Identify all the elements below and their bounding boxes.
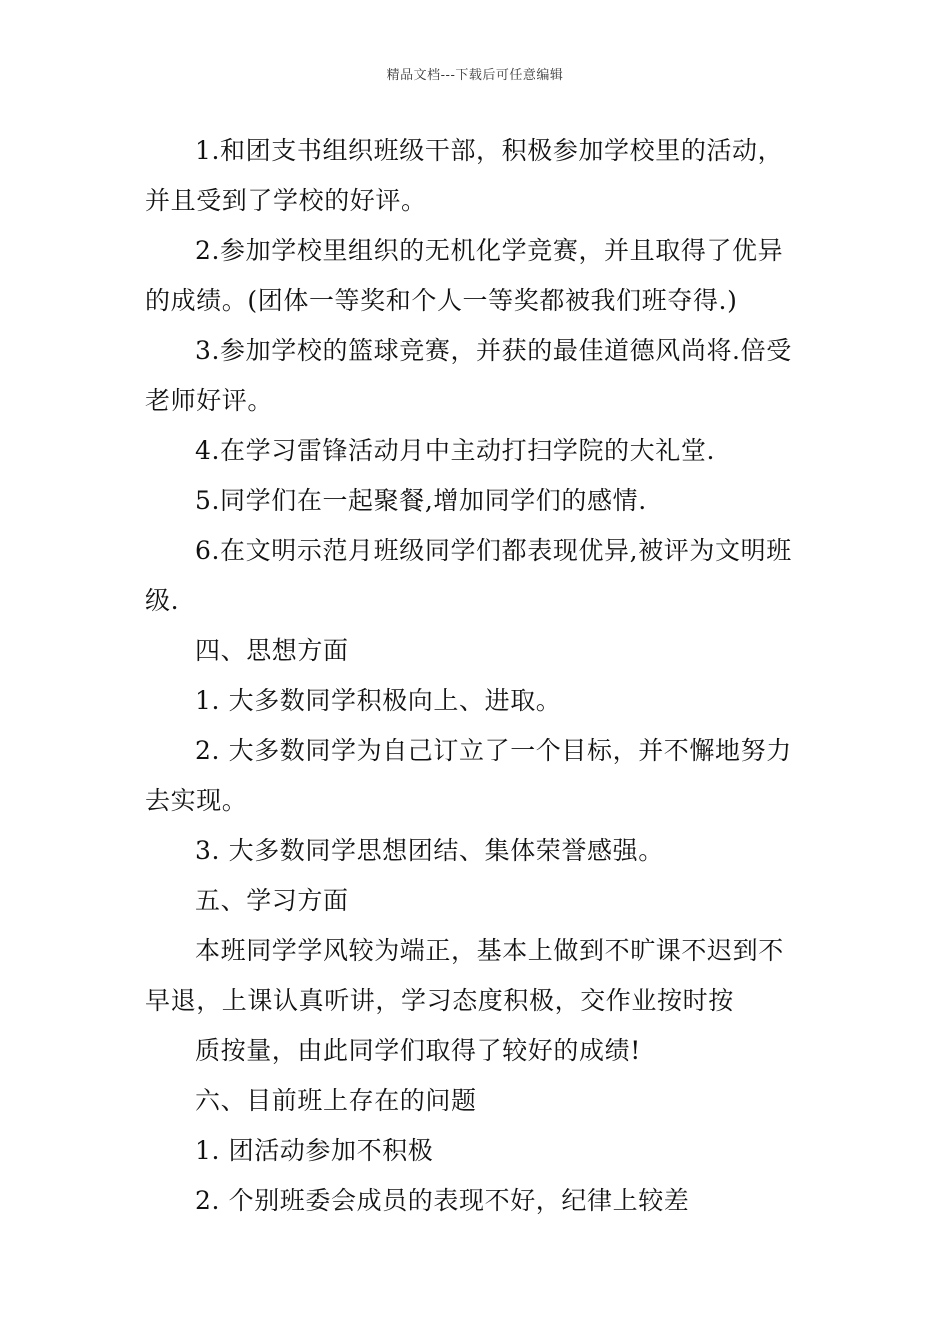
section-heading-thought: 四、思想方面 xyxy=(195,636,349,665)
section-heading-problems: 六、目前班上存在的问题 xyxy=(195,1086,477,1115)
problem-item-2: 2. 个别班委会成员的表现不好，纪律上较差 xyxy=(195,1186,690,1215)
problem-item-1: 1. 团活动参加不积极 xyxy=(195,1136,434,1165)
list-item-2-line-1: 2.参加学校里组织的无机化学竞赛，并且取得了优异 xyxy=(195,236,784,265)
list-item-3-line-2: 老师好评。 xyxy=(145,386,274,415)
list-item-6-line-1: 6.在文明示范月班级同学们都表现优异,被评为文明班 xyxy=(195,536,792,565)
thought-item-1: 1. 大多数同学积极向上、进取。 xyxy=(195,686,562,715)
page-header: 精品文档---下载后可任意编辑 xyxy=(386,68,564,83)
study-paragraph-line-1: 本班同学学风较为端正，基本上做到不旷课不迟到不 xyxy=(195,936,784,965)
list-item-4: 4.在学习雷锋活动月中主动打扫学院的大礼堂. xyxy=(195,436,716,465)
list-item-5: 5.同学们在一起聚餐,增加同学们的感情. xyxy=(195,486,647,515)
section-heading-study: 五、学习方面 xyxy=(195,886,349,915)
study-paragraph-line-3: 质按量，由此同学们取得了较好的成绩! xyxy=(195,1036,641,1065)
thought-item-2-line-2: 去实现。 xyxy=(145,786,248,815)
document-body xyxy=(145,126,815,1226)
thought-item-3: 3. 大多数同学思想团结、集体荣誉感强。 xyxy=(195,836,664,865)
list-item-1-line-2: 并且受到了学校的好评。 xyxy=(145,186,427,215)
list-item-3-line-1: 3.参加学校的篮球竞赛，并获的最佳道德风尚将.倍受 xyxy=(195,336,792,365)
study-paragraph-line-2: 早退，上课认真听讲，学习态度积极，交作业按时按 xyxy=(145,986,734,1015)
list-item-2-line-2: 的成绩。(团体一等奖和个人一等奖都被我们班夺得.) xyxy=(145,286,738,315)
thought-item-2-line-1: 2. 大多数同学为自己订立了一个目标，并不懈地努力 xyxy=(195,736,792,765)
list-item-6-line-2: 级. xyxy=(145,586,180,615)
list-item-1-line-1: 1.和团支书组织班级干部，积极参加学校里的活动， xyxy=(195,136,784,165)
